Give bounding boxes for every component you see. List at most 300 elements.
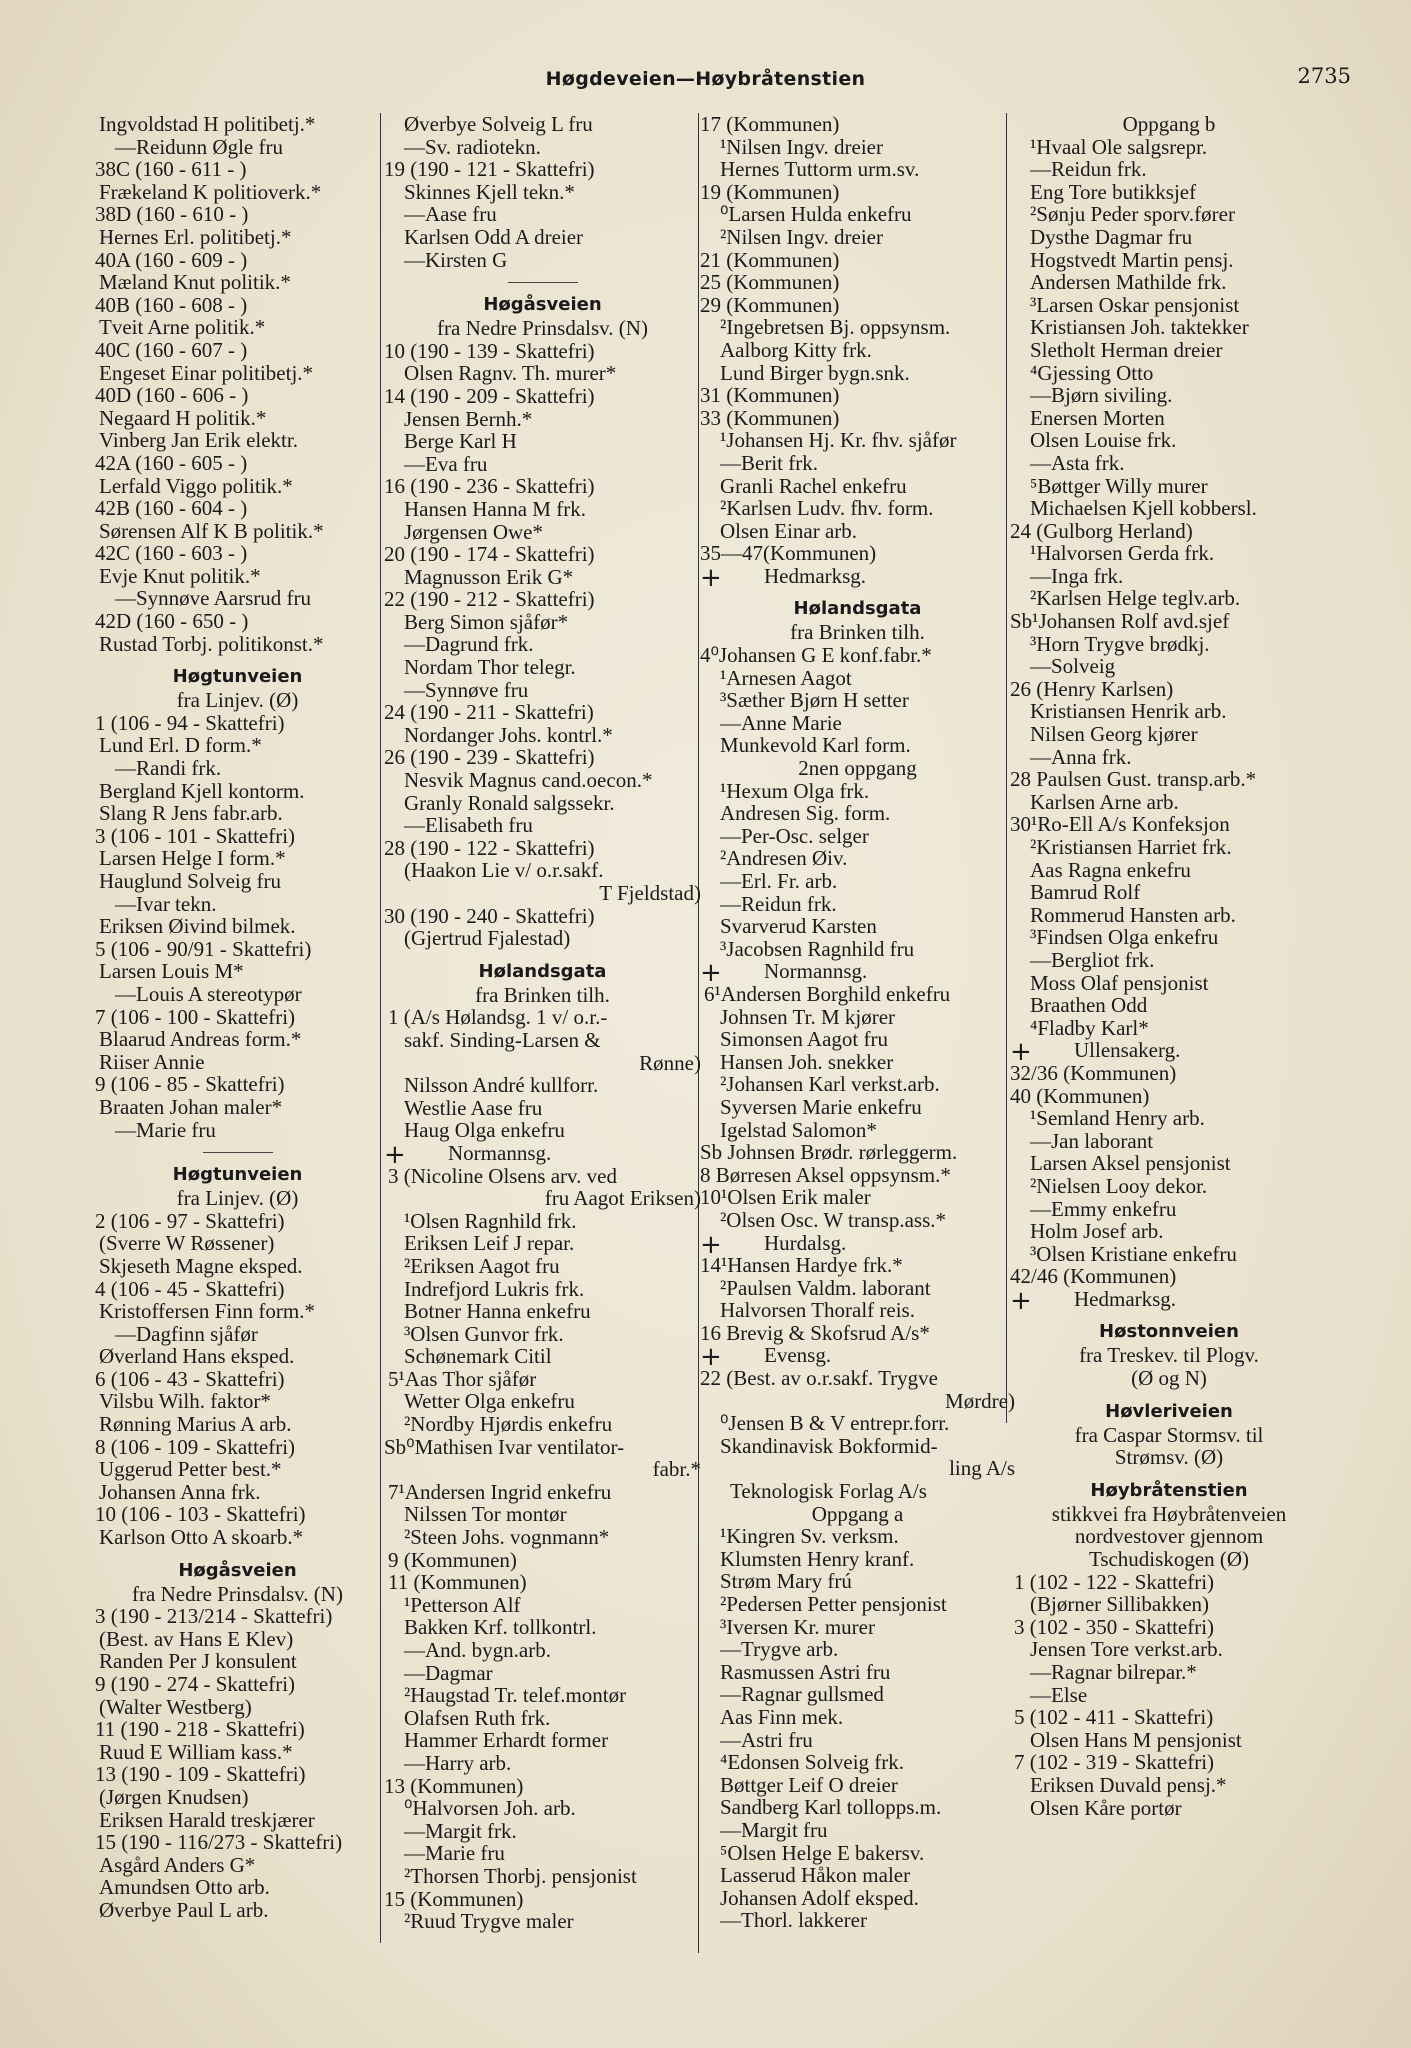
directory-entry: (Gjertrud Fjalestad) bbox=[404, 926, 571, 951]
directory-entry: 40B (160 - 608 - ) bbox=[95, 292, 248, 317]
directory-entry: ³Olsen Gunvor frk. bbox=[404, 1321, 564, 1346]
directory-entry: 38D (160 - 610 - ) bbox=[95, 202, 249, 227]
directory-entry: Simonsen Aagot fru bbox=[720, 1027, 888, 1052]
section-note: (Ø og N) bbox=[1131, 1366, 1207, 1391]
directory-entry: —Synnøve Aarsrud fru bbox=[115, 586, 311, 611]
directory-entry: ⁰Larsen Hulda enkefru bbox=[720, 202, 912, 227]
directory-entry: Skandinavisk Bokformid- bbox=[720, 1433, 938, 1458]
directory-entry: ²Karlsen Helge teglv.arb. bbox=[1030, 586, 1241, 611]
directory-entry: Wetter Olga enkefru bbox=[404, 1389, 575, 1414]
directory-entry: 24 (190 - 211 - Skattefri) bbox=[384, 700, 594, 725]
directory-entry: (Best. av Hans E Klev) bbox=[99, 1626, 294, 1651]
directory-entry: Mæland Knut politik.* bbox=[99, 270, 291, 295]
directory-entry: Sb¹Johansen Rolf avd.sjef bbox=[1010, 609, 1230, 634]
directory-entry: 13 (190 - 109 - Skattefri) bbox=[95, 1762, 306, 1787]
directory-entry: 14¹Hansen Hardye frk.* bbox=[700, 1253, 903, 1278]
directory-entry: Bamrud Rolf bbox=[1030, 880, 1141, 905]
directory-entry: 3 (102 - 350 - Skattefri) bbox=[1014, 1614, 1215, 1639]
street-heading: Høgtunveien bbox=[172, 666, 303, 688]
directory-entry: Randen Per J konsulent bbox=[99, 1649, 297, 1674]
cross-street-line bbox=[700, 958, 1015, 989]
directory-entry: —Reidun frk. bbox=[720, 891, 837, 916]
cross-street-marker-icon: + bbox=[700, 1342, 722, 1373]
directory-entry: —Ragnar gullsmed bbox=[720, 1682, 884, 1707]
directory-entry: ⁰Jensen B & V entrepr.forr. bbox=[720, 1411, 950, 1436]
directory-entry: —Margit frk. bbox=[404, 1818, 517, 1843]
directory-entry: 42B (160 - 604 - ) bbox=[95, 496, 248, 521]
cross-street-marker-icon: + bbox=[384, 1139, 406, 1170]
directory-entry: Olsen Louise frk. bbox=[1030, 428, 1177, 453]
directory-entry: —Bjørn siviling. bbox=[1030, 383, 1173, 408]
directory-entry: —Asta frk. bbox=[1030, 450, 1125, 475]
directory-entry: 6 (106 - 43 - Skattefri) bbox=[95, 1366, 285, 1391]
directory-entry: Michaelsen Kjell kobbersl. bbox=[1030, 496, 1257, 521]
directory-entry: Nordam Thor telegr. bbox=[404, 655, 576, 680]
directory-entry: Hernes Erl. politibetj.* bbox=[99, 224, 292, 249]
directory-entry: —Astri fru bbox=[720, 1727, 813, 1752]
section-note: fra Caspar Stormsv. til bbox=[1074, 1422, 1264, 1447]
directory-entry: 30 (190 - 240 - Skattefri) bbox=[384, 903, 595, 928]
section-divider bbox=[203, 1152, 273, 1153]
directory-entry: Johnsen Tr. M kjører bbox=[720, 1004, 896, 1029]
directory-entry: 7 (102 - 319 - Skattefri) bbox=[1014, 1750, 1215, 1775]
directory-entry: Olafsen Ruth frk. bbox=[404, 1705, 551, 1730]
section-note: fra Linjev. (Ø) bbox=[176, 1186, 299, 1211]
directory-entry: —Thorl. lakkerer bbox=[720, 1908, 867, 1933]
column-3 bbox=[700, 113, 1015, 1932]
directory-entry: ²Johansen Karl verkst.arb. bbox=[720, 1072, 940, 1097]
directory-entry: 9 (190 - 274 - Skattefri) bbox=[95, 1672, 296, 1696]
directory-entry: Nilsson André kullforr. bbox=[404, 1073, 599, 1098]
directory-entry: 40 (Kommunen) bbox=[1010, 1083, 1150, 1108]
directory-entry: Kristiansen Henrik arb. bbox=[1030, 699, 1227, 724]
directory-entry: Rommerud Hansten arb. bbox=[1030, 902, 1236, 927]
directory-entry: Jensen Bernh.* bbox=[404, 406, 533, 431]
directory-entry: 3 (Nicoline Olsens arv. ved bbox=[388, 1163, 617, 1188]
directory-entry: Rustad Torbj. politikonst.* bbox=[99, 631, 324, 656]
directory-entry: Braathen Odd bbox=[1030, 993, 1148, 1018]
street-heading: Høgåsveien bbox=[178, 1559, 297, 1581]
directory-entry: ¹Hvaal Ole salgsrepr. bbox=[1030, 134, 1208, 159]
directory-entry: Nesvik Magnus cand.oecon.* bbox=[404, 768, 653, 793]
directory-entry: ²Nordby Hjørdis enkefru bbox=[404, 1412, 613, 1437]
cross-street-name: Hedmarksg. bbox=[764, 563, 867, 588]
directory-entry: Strøm Mary frú bbox=[720, 1569, 852, 1594]
directory-entry: 7¹Andersen Ingrid enkefru bbox=[388, 1479, 612, 1504]
directory-entry: Eriksen Øivind bilmek. bbox=[99, 914, 296, 939]
directory-entry: ³Larsen Oskar pensjonist bbox=[1030, 292, 1240, 317]
directory-entry: —Bergliot frk. bbox=[1030, 947, 1155, 972]
directory-entry: Hansen Hanna M frk. bbox=[404, 496, 586, 521]
directory-entry: Ruud E William kass.* bbox=[99, 1739, 293, 1764]
directory-entry: 15 (Kommunen) bbox=[384, 1886, 524, 1911]
directory-entry: 7 (106 - 100 - Skattefri) bbox=[95, 1004, 296, 1029]
directory-entry: Mørdre) bbox=[945, 1388, 1015, 1413]
directory-entry: Lasserud Håkon maler bbox=[720, 1863, 911, 1888]
directory-entry: Vinberg Jan Erik elektr. bbox=[99, 428, 298, 453]
directory-entry: Hammer Erhardt former bbox=[404, 1728, 609, 1753]
directory-entry: —Trygve arb. bbox=[720, 1637, 839, 1662]
directory-entry: ⁵Olsen Helge E bakersv. bbox=[720, 1840, 925, 1865]
directory-entry: ³Sæther Bjørn H setter bbox=[720, 688, 909, 713]
directory-entry: 38C (160 - 611 - ) bbox=[95, 157, 247, 182]
directory-entry: Hauglund Solveig fru bbox=[99, 869, 281, 893]
directory-entry: ¹Kingren Sv. verksm. bbox=[720, 1524, 899, 1549]
directory-entry: 14 (190 - 209 - Skattefri) bbox=[384, 383, 595, 408]
directory-entry: —And. bygn.arb. bbox=[404, 1638, 551, 1662]
directory-entry: Lund Erl. D form.* bbox=[99, 733, 262, 758]
directory-entry: Johansen Anna frk. bbox=[99, 1479, 261, 1504]
directory-entry: —Berit frk. bbox=[720, 450, 818, 475]
directory-entry: Igelstad Salomon* bbox=[720, 1117, 877, 1142]
directory-entry: ⁴Fladby Karl* bbox=[1030, 1015, 1149, 1040]
directory-entry: 4⁰Johansen G E konf.fabr.* bbox=[700, 643, 932, 668]
directory-entry: ²Sønju Peder sporv.fører bbox=[1030, 202, 1235, 227]
directory-entry: 2 (106 - 97 - Skattefri) bbox=[95, 1208, 285, 1233]
directory-entry: Haug Olga enkefru bbox=[404, 1118, 565, 1143]
directory-entry: 40C (160 - 607 - ) bbox=[95, 337, 248, 362]
section-note: nordvestover gjennom bbox=[1074, 1524, 1264, 1549]
directory-entry: 1 (106 - 94 - Skattefri) bbox=[95, 710, 285, 735]
directory-entry: Karlsen Odd A dreier bbox=[404, 224, 584, 249]
street-heading: Hølandsgata bbox=[478, 960, 607, 982]
directory-entry: 17 (Kommunen) bbox=[700, 112, 840, 136]
directory-entry: ⁰Halvorsen Joh. arb. bbox=[404, 1796, 576, 1821]
directory-entry: —Ivar tekn. bbox=[115, 891, 217, 916]
directory-entry: —Dagrund frk. bbox=[404, 632, 534, 657]
directory-entry: Frækeland K politioverk.* bbox=[99, 179, 322, 204]
directory-entry: ²Pedersen Petter pensjonist bbox=[720, 1592, 947, 1616]
directory-entry: —Dagmar bbox=[404, 1660, 493, 1685]
directory-entry: 10 (106 - 103 - Skattefri) bbox=[95, 1502, 306, 1527]
directory-entry: Granly Ronald salgssekr. bbox=[404, 790, 615, 815]
directory-entry: ¹Hexum Olga frk. bbox=[720, 778, 870, 803]
directory-entry: Teknologisk Forlag A/s bbox=[730, 1479, 927, 1504]
directory-entry: Johansen Adolf eksped. bbox=[720, 1885, 919, 1910]
directory-entry: 10¹Olsen Erik maler bbox=[700, 1185, 871, 1210]
directory-entry: ³Iversen Kr. murer bbox=[720, 1614, 875, 1639]
directory-entry: 22 (Best. av o.r.sakf. Trygve bbox=[700, 1366, 938, 1391]
directory-entry: 9 (Kommunen) bbox=[388, 1547, 517, 1572]
directory-entry: 29 (Kommunen) bbox=[700, 292, 840, 317]
directory-entry: Jensen Tore verkst.arb. bbox=[1030, 1637, 1223, 1662]
directory-entry: 21 (Kommunen) bbox=[700, 247, 840, 272]
directory-entry: Amundsen Otto arb. bbox=[99, 1875, 270, 1900]
street-heading: Høstonnveien bbox=[1099, 1321, 1239, 1343]
directory-entry: Enersen Morten bbox=[1030, 405, 1165, 430]
directory-entry: 42C (160 - 603 - ) bbox=[95, 541, 248, 566]
directory-entry: Klumsten Henry kranf. bbox=[720, 1546, 915, 1571]
cross-street-name: Normannsg. bbox=[764, 959, 868, 984]
directory-entry: Øverbye Paul L arb. bbox=[99, 1897, 269, 1922]
directory-entry: —Elisabeth fru bbox=[404, 813, 533, 838]
section-note: fra Linjev. (Ø) bbox=[176, 688, 299, 713]
directory-entry: Vilsbu Wilh. faktor* bbox=[99, 1389, 271, 1414]
directory-entry: Jørgensen Owe* bbox=[404, 519, 544, 544]
directory-entry: Nilsen Georg kjører bbox=[1030, 722, 1198, 747]
directory-entry: 6¹Andersen Borghild enkefru bbox=[704, 981, 951, 1006]
section-note: fra Treskev. til Plogv. bbox=[1079, 1343, 1259, 1368]
directory-entry: Berge Karl H bbox=[404, 429, 517, 454]
directory-entry: Nilssen Tor montør bbox=[404, 1502, 567, 1527]
directory-entry: ¹Halvorsen Gerda frk. bbox=[1030, 541, 1215, 566]
directory-entry: sakf. Sinding-Larsen & bbox=[404, 1027, 601, 1052]
directory-entry: 16 (190 - 236 - Skattefri) bbox=[384, 474, 595, 499]
directory-entry: ³Jacobsen Ragnhild fru bbox=[720, 936, 915, 961]
directory-entry: Hogstvedt Martin pensj. bbox=[1030, 247, 1234, 272]
cross-street-name: Normannsg. bbox=[448, 1140, 552, 1165]
section-note: fra Nedre Prinsdalsv. (N) bbox=[437, 316, 648, 341]
directory-entry: ²Karlsen Ludv. fhv. form. bbox=[720, 496, 934, 521]
directory-entry: Olsen Ragnv. Th. murer* bbox=[404, 361, 617, 386]
section-note: Oppgang a bbox=[811, 1501, 904, 1526]
directory-entry: 22 (190 - 212 - Skattefri) bbox=[384, 587, 595, 612]
directory-entry: 19 (190 - 121 - Skattefri) bbox=[384, 157, 595, 182]
directory-entry: Hernes Tuttorm urm.sv. bbox=[720, 157, 920, 182]
page-header-title: Høgdeveien—Høybråtenstien bbox=[545, 68, 866, 90]
directory-entry: Kristoffersen Finn form.* bbox=[99, 1299, 315, 1324]
directory-entry: —Solveig bbox=[1030, 654, 1116, 679]
directory-entry: Botner Hanna enkefru bbox=[404, 1299, 591, 1324]
directory-entry: 42D (160 - 650 - ) bbox=[95, 609, 249, 634]
directory-entry: (Haakon Lie v/ o.r.sakf. bbox=[404, 858, 604, 883]
directory-entry: Granli Rachel enkefru bbox=[720, 473, 907, 498]
directory-entry: 28 Paulsen Gust. transp.arb.* bbox=[1010, 767, 1257, 792]
street-heading: Høybråtenstien bbox=[1090, 1479, 1248, 1501]
column-2 bbox=[384, 113, 701, 1933]
directory-entry: 25 (Kommunen) bbox=[700, 270, 840, 295]
directory-entry: Indrefjord Lukris frk. bbox=[404, 1276, 585, 1301]
directory-entry: 3 (190 - 213/214 - Skattefri) bbox=[95, 1604, 333, 1629]
directory-entry: Larsen Louis M* bbox=[99, 959, 244, 984]
column-4 bbox=[1010, 113, 1328, 1819]
cross-street-line bbox=[1010, 1285, 1328, 1316]
directory-entry: Øverbye Solveig L fru bbox=[404, 112, 593, 136]
directory-entry: ¹Nilsen Ingv. dreier bbox=[720, 134, 883, 159]
directory-entry: ²Thorsen Thorbj. pensjonist bbox=[404, 1863, 637, 1888]
directory-entry: 35—47(Kommunen) bbox=[700, 541, 877, 566]
street-heading: Hølandsgata bbox=[793, 598, 922, 620]
directory-entry: —Dagfinn sjåfør bbox=[115, 1321, 258, 1346]
directory-entry: 31 (Kommunen) bbox=[700, 383, 840, 408]
cross-street-line bbox=[700, 1229, 1015, 1260]
directory-entry: Aas Finn mek. bbox=[720, 1704, 844, 1729]
section-note: fra Brinken tilh. bbox=[475, 982, 610, 1007]
directory-entry: fru Aagot Eriksen) bbox=[544, 1186, 701, 1211]
directory-entry: Sb⁰Mathisen Ivar ventilator- bbox=[384, 1434, 625, 1459]
directory-entry: Rasmussen Astri fru bbox=[720, 1659, 891, 1684]
directory-entry: ling A/s bbox=[949, 1456, 1015, 1481]
directory-entry: ²Paulsen Valdm. laborant bbox=[720, 1275, 931, 1300]
directory-entry: Engeset Einar politibetj.* bbox=[99, 360, 314, 385]
directory-entry: Karlson Otto A skoarb.* bbox=[99, 1525, 304, 1550]
directory-entry: Eriksen Duvald pensj.* bbox=[1030, 1772, 1227, 1797]
directory-entry: Olsen Einar arb. bbox=[720, 518, 858, 543]
section-note: Oppgang b bbox=[1122, 112, 1216, 136]
directory-entry: 11 (Kommunen) bbox=[388, 1570, 527, 1595]
directory-entry: Uggerud Petter best.* bbox=[99, 1457, 282, 1482]
directory-entry: 40A (160 - 609 - ) bbox=[95, 247, 248, 272]
directory-entry: fabr.* bbox=[652, 1457, 701, 1482]
directory-entry: 24 (Gulborg Herland) bbox=[1010, 518, 1193, 543]
directory-entry: Berg Simon sjåfør* bbox=[404, 609, 569, 634]
directory-entry: —Kirsten G bbox=[404, 247, 508, 272]
directory-entry: Schønemark Citil bbox=[404, 1344, 552, 1369]
directory-entry: Westlie Aase fru bbox=[404, 1095, 543, 1120]
directory-entry: 13 (Kommunen) bbox=[384, 1773, 524, 1798]
directory-entry: 15 (190 - 116/273 - Skattefri) bbox=[95, 1830, 343, 1855]
directory-entry: Halvorsen Thoralf reis. bbox=[720, 1298, 915, 1323]
cross-street-line bbox=[1010, 1037, 1328, 1068]
directory-entry: ²Olsen Osc. W transp.ass.* bbox=[720, 1207, 946, 1232]
directory-entry: ²Eriksen Aagot fru bbox=[404, 1253, 560, 1278]
directory-entry: Holm Josef arb. bbox=[1030, 1219, 1164, 1244]
section-note: stikkvei fra Høybråtenveien bbox=[1051, 1501, 1287, 1526]
directory-entry: Evje Knut politik.* bbox=[99, 563, 261, 588]
directory-entry: Negaard H politik.* bbox=[99, 405, 267, 430]
directory-entry: 8 Børresen Aksel oppsynsm.* bbox=[700, 1162, 951, 1187]
directory-entry: Aalborg Kitty frk. bbox=[720, 337, 872, 362]
directory-entry: ²Steen Johs. vognmann* bbox=[404, 1525, 610, 1550]
directory-entry: Aas Ragna enkefru bbox=[1030, 857, 1191, 882]
directory-entry: ¹Semland Henry arb. bbox=[1030, 1106, 1205, 1131]
directory-entry: 4 (106 - 45 - Skattefri) bbox=[95, 1276, 285, 1301]
cross-street-name: Hurdalsg. bbox=[764, 1230, 847, 1255]
section-note: Strømsv. (Ø) bbox=[1114, 1445, 1224, 1470]
street-heading: Høvleriveien bbox=[1105, 1400, 1233, 1422]
directory-entry: —Reidunn Øgle fru bbox=[115, 134, 283, 159]
directory-entry: —Harry arb. bbox=[404, 1750, 512, 1775]
directory-entry: —Louis A stereotypør bbox=[115, 981, 302, 1006]
directory-entry: Eriksen Leif J repar. bbox=[404, 1231, 575, 1256]
directory-entry: Larsen Helge I form.* bbox=[99, 846, 286, 871]
directory-entry: (Walter Westberg) bbox=[99, 1694, 252, 1719]
cross-street-marker-icon: + bbox=[1010, 1037, 1032, 1068]
directory-entry: Skinnes Kjell tekn.* bbox=[404, 179, 575, 204]
cross-street-marker-icon: + bbox=[700, 958, 722, 989]
directory-entry: Hansen Joh. snekker bbox=[720, 1049, 894, 1074]
directory-entry: Sørensen Alf K B politik.* bbox=[99, 518, 324, 543]
directory-entry: —Marie fru bbox=[404, 1841, 505, 1866]
directory-entry: (Jørgen Knudsen) bbox=[99, 1784, 249, 1809]
directory-entry: ³Findsen Olga enkefru bbox=[1030, 925, 1219, 950]
section-note: 2nen oppgang bbox=[798, 756, 917, 781]
directory-entry: ³Olsen Kristiane enkefru bbox=[1030, 1241, 1237, 1266]
directory-entry: Sandberg Karl tollopps.m. bbox=[720, 1795, 942, 1820]
directory-entry: 16 Brevig & Skofsrud A/s* bbox=[700, 1320, 930, 1345]
cross-street-marker-icon: + bbox=[700, 1229, 722, 1260]
directory-entry: (Sverre W Røssener) bbox=[99, 1231, 275, 1256]
directory-entry: Sb Johnsen Brødr. rørleggerm. bbox=[700, 1140, 958, 1165]
directory-entry: 20 (190 - 174 - Skattefri) bbox=[384, 542, 595, 567]
directory-entry: —Sv. radiotekn. bbox=[404, 134, 541, 159]
directory-entry: ⁴Edonsen Solveig frk. bbox=[720, 1750, 905, 1775]
directory-entry: Rønne) bbox=[639, 1050, 701, 1075]
directory-entry: Andresen Sig. form. bbox=[720, 801, 891, 826]
directory-entry: ⁴Gjessing Otto bbox=[1030, 360, 1154, 385]
directory-entry: ²Ingebretsen Bj. oppsynsm. bbox=[720, 315, 951, 340]
directory-entry: ¹Petterson Alf bbox=[404, 1592, 521, 1617]
directory-entry: Moss Olaf pensjonist bbox=[1030, 970, 1209, 995]
directory-entry: Bergland Kjell kontorm. bbox=[99, 778, 305, 803]
page-number: 2735 bbox=[1297, 64, 1351, 88]
directory-entry: Bakken Krf. tollkontrl. bbox=[404, 1615, 597, 1640]
directory-entry: Syversen Marie enkefru bbox=[720, 1094, 922, 1119]
cross-street-line bbox=[700, 1342, 1015, 1373]
directory-entry: Braaten Johan maler* bbox=[99, 1094, 283, 1119]
directory-entry: ²Kristiansen Harriet frk. bbox=[1030, 835, 1232, 859]
cross-street-name: Ullensakerg. bbox=[1074, 1038, 1181, 1063]
directory-entry: T Fjeldstad) bbox=[599, 881, 701, 905]
column-divider bbox=[380, 113, 381, 1943]
directory-entry: Blaarud Andreas form.* bbox=[99, 1027, 302, 1052]
directory-entry: Riiser Annie bbox=[99, 1049, 205, 1074]
directory-entry: 3 (106 - 101 - Skattefri) bbox=[95, 823, 296, 848]
directory-entry: Ingvoldstad H politibetj.* bbox=[99, 112, 316, 136]
section-note: fra Nedre Prinsdalsv. (N) bbox=[132, 1581, 343, 1606]
directory-entry: 26 (190 - 239 - Skattefri) bbox=[384, 745, 595, 770]
directory-entry: ²Nilsen Ingv. dreier bbox=[720, 224, 883, 249]
section-divider bbox=[508, 282, 578, 283]
directory-entry: 32/36 (Kommunen) bbox=[1010, 1060, 1177, 1085]
directory-entry: 9 (106 - 85 - Skattefri) bbox=[95, 1072, 285, 1097]
directory-entry: —Anna frk. bbox=[1030, 744, 1132, 769]
column-1 bbox=[95, 113, 380, 1922]
directory-entry: 19 (Kommunen) bbox=[700, 179, 840, 204]
directory-entry: (Bjørner Sillibakken) bbox=[1030, 1592, 1210, 1617]
directory-entry: 5 (106 - 90/91 - Skattefri) bbox=[95, 936, 312, 961]
directory-entry: Olsen Kåre portør bbox=[1030, 1795, 1182, 1820]
street-heading: Høgåsveien bbox=[483, 294, 602, 316]
cross-street-name: Evensg. bbox=[764, 1343, 832, 1368]
directory-entry: —Inga frk. bbox=[1030, 563, 1124, 588]
directory-entry: 30¹Ro-Ell A/s Konfeksjon bbox=[1010, 812, 1230, 837]
directory-entry: 40D (160 - 606 - ) bbox=[95, 383, 249, 408]
directory-entry: 1 (102 - 122 - Skattefri) bbox=[1014, 1569, 1215, 1594]
directory-entry: —Ragnar bilrepar.* bbox=[1030, 1660, 1197, 1684]
cross-street-name: Hedmarksg. bbox=[1074, 1286, 1177, 1311]
cross-street-line bbox=[700, 562, 1015, 593]
directory-entry: —Randi frk. bbox=[115, 756, 222, 781]
directory-entry: Magnusson Erik G* bbox=[404, 564, 574, 589]
directory-entry: ⁵Bøttger Willy murer bbox=[1030, 473, 1208, 498]
directory-entry: ²Nielsen Looy dekor. bbox=[1030, 1173, 1208, 1198]
directory-entry: 10 (190 - 139 - Skattefri) bbox=[384, 338, 595, 363]
directory-entry: Skjeseth Magne eksped. bbox=[99, 1253, 303, 1278]
cross-street-line bbox=[384, 1139, 701, 1170]
directory-entry: Eriksen Harald treskjærer bbox=[99, 1807, 315, 1832]
directory-entry: —Emmy enkefru bbox=[1030, 1196, 1177, 1221]
directory-entry: —Jan laborant bbox=[1030, 1128, 1154, 1153]
directory-entry: —Erl. Fr. arb. bbox=[720, 869, 838, 893]
directory-entry: Asgård Anders G* bbox=[99, 1852, 256, 1877]
directory-entry: —Per-Osc. selger bbox=[720, 823, 869, 848]
directory-entry: —Synnøve fru bbox=[404, 677, 529, 702]
directory-entry: Bøttger Leif O dreier bbox=[720, 1772, 898, 1797]
directory-entry: Karlsen Arne arb. bbox=[1030, 789, 1179, 814]
directory-entry: 42A (160 - 605 - ) bbox=[95, 450, 248, 475]
directory-entry: Andersen Mathilde frk. bbox=[1030, 270, 1227, 295]
directory-entry: Lund Birger bygn.snk. bbox=[720, 360, 910, 385]
section-note: fra Brinken tilh. bbox=[790, 620, 925, 645]
directory-entry: 5 (102 - 411 - Skattefri) bbox=[1014, 1705, 1214, 1730]
directory-entry: Rønning Marius A arb. bbox=[99, 1412, 292, 1437]
directory-entry: 26 (Henry Karlsen) bbox=[1010, 676, 1174, 701]
directory-entry: ³Horn Trygve brødkj. bbox=[1030, 631, 1210, 656]
directory-entry: 1 (A/s Hølandsg. 1 v/ o.r.- bbox=[388, 1005, 608, 1030]
directory-entry: 5¹Aas Thor sjåfør bbox=[388, 1366, 537, 1391]
directory-entry: Dysthe Dagmar fru bbox=[1030, 224, 1193, 249]
